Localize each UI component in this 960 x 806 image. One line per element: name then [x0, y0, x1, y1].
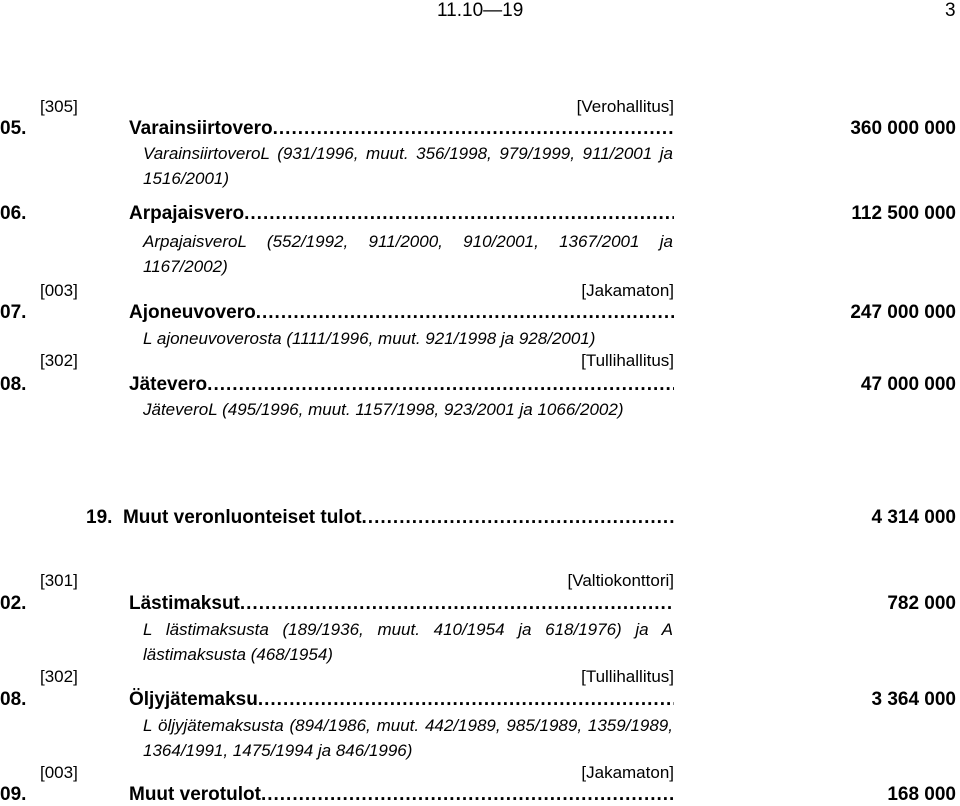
item-title-row	[129, 784, 674, 806]
item-number: 08.	[0, 374, 27, 395]
item-agency: [Jakamaton]	[581, 281, 674, 300]
leader-dots	[244, 203, 674, 225]
item-law-reference: L lästimaksusta (189/1936, muut. 410/1954 ja 618/1976) ja A lästimaksusta (468/1954)	[143, 620, 673, 664]
item-law-reference: L öljyjätemaksusta (894/1986, muut. 442/1989, 985/1989, 1359/1989, 1364/1991, 1475/1994 ja 846/1996)	[143, 716, 673, 760]
item-amount: 168 000	[887, 784, 956, 805]
leader-dots	[273, 118, 674, 140]
item-number: 05.	[0, 118, 27, 139]
item-agency: [Tullihallitus]	[581, 667, 674, 686]
section-number: 19.	[86, 507, 113, 528]
item-number: 06.	[0, 203, 27, 224]
item-amount: 47 000 000	[860, 374, 956, 395]
leader-dots	[240, 593, 674, 615]
item-title-row	[129, 203, 674, 225]
item-code: [301]	[40, 571, 78, 590]
item-title-row	[129, 593, 674, 615]
item-amount: 247 000 000	[850, 302, 956, 323]
page-number: 3	[945, 0, 956, 21]
item-code: [302]	[40, 667, 78, 686]
item-code: [302]	[40, 351, 78, 370]
item-title: Arpajaisvero	[129, 203, 245, 224]
section-title-row	[86, 507, 674, 529]
section-amount: 4 314 000	[871, 507, 956, 528]
item-title-row	[129, 118, 674, 140]
item-agency: [Tullihallitus]	[581, 351, 674, 370]
leader-dots	[256, 302, 674, 324]
item-number: 02.	[0, 593, 27, 614]
item-number: 09.	[0, 784, 27, 805]
item-title-row	[129, 689, 674, 711]
item-amount: 782 000	[887, 593, 956, 614]
page-header-date: 11.10—19	[437, 0, 524, 21]
item-amount: 112 500 000	[851, 203, 956, 224]
leader-dots	[362, 507, 674, 529]
section-title: Muut veronluonteiset tulot	[122, 507, 362, 528]
item-amount: 360 000 000	[850, 118, 956, 139]
item-law-reference: JäteveroL (495/1996, muut. 1157/1998, 923/2001 ja 1066/2002)	[143, 400, 624, 419]
item-title: Ajoneuvovero	[129, 302, 256, 323]
item-code: [305]	[40, 97, 78, 116]
item-law-reference: VarainsiirtoveroL (931/1996, muut. 356/1998, 979/1999, 911/2001 ja 1516/2001)	[143, 144, 673, 188]
item-title: Varainsiirtovero	[129, 118, 273, 139]
item-title-row	[129, 302, 674, 324]
item-title: Jätevero	[129, 374, 208, 395]
item-title: Öljyjätemaksu	[129, 689, 258, 710]
item-code: [003]	[40, 281, 78, 300]
item-agency: [Jakamaton]	[581, 763, 674, 782]
item-title-row	[129, 374, 674, 396]
item-number: 08.	[0, 689, 27, 710]
item-agency: [Valtiokonttori]	[567, 571, 674, 590]
item-title: Lästimaksut	[129, 593, 240, 614]
leader-dots	[207, 374, 674, 396]
item-title: Muut verotulot	[129, 784, 261, 805]
leader-dots	[261, 784, 674, 806]
item-law-reference: ArpajaisveroL (552/1992, 911/2000, 910/2001, 1367/2001 ja 1167/2002)	[143, 232, 673, 276]
item-amount: 3 364 000	[871, 689, 956, 710]
item-code: [003]	[40, 763, 78, 782]
item-agency: [Verohallitus]	[576, 97, 674, 116]
item-law-reference: L ajoneuvoverosta (1111/1996, muut. 921/1998 ja 928/2001)	[143, 329, 596, 348]
leader-dots	[258, 689, 674, 711]
item-number: 07.	[0, 302, 27, 323]
